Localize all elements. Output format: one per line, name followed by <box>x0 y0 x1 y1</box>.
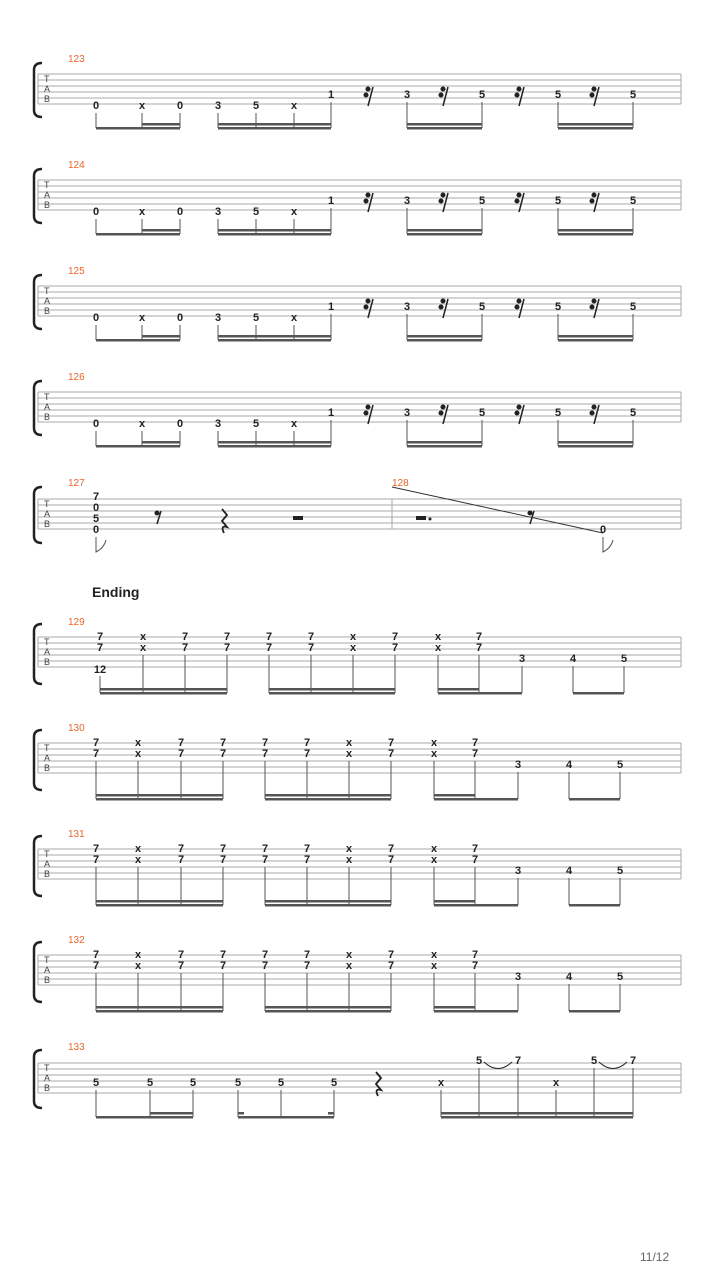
tab-letter-b: B <box>44 200 51 210</box>
fret-number: x <box>437 1077 445 1089</box>
fret-number: 3 <box>514 759 522 771</box>
fret-number: x <box>349 631 357 643</box>
fret-number: 5 <box>629 301 637 313</box>
tab-letter-b: B <box>44 975 51 985</box>
fret-number: 7 <box>387 960 395 972</box>
fret-number: x <box>430 737 438 749</box>
fret-number: x <box>139 631 147 643</box>
fret-number: 1 <box>327 301 335 313</box>
fret-number: 7 <box>223 631 231 643</box>
fret-number: 7 <box>92 854 100 866</box>
fret-number: 5 <box>92 1077 100 1089</box>
fret-number: 5 <box>277 1077 285 1089</box>
fret-number: 7 <box>219 737 227 749</box>
fret-number: 7 <box>265 642 273 654</box>
fret-number: 5 <box>620 653 628 665</box>
fret-number: 7 <box>92 960 100 972</box>
fret-number: 3 <box>514 865 522 877</box>
fret-number: 5 <box>616 865 624 877</box>
fret-number: x <box>345 949 353 961</box>
fret-number: 1 <box>327 407 335 419</box>
fret-number: x <box>134 854 142 866</box>
fret-number: 7 <box>391 631 399 643</box>
measure-number: 127 <box>68 478 85 489</box>
fret-number: 7 <box>96 642 104 654</box>
fret-number: x <box>552 1077 560 1089</box>
tab-letter-a: A <box>44 965 51 975</box>
fret-number: 3 <box>214 100 222 112</box>
fret-number: 7 <box>261 854 269 866</box>
fret-number: 7 <box>387 854 395 866</box>
fret-number: 0 <box>176 206 184 218</box>
measure-number: 126 <box>68 372 85 383</box>
measure-number: 130 <box>68 723 85 734</box>
fret-number: 0 <box>92 206 100 218</box>
fret-number: 7 <box>629 1055 637 1067</box>
fret-number: x <box>134 748 142 760</box>
fret-number: x <box>430 854 438 866</box>
fret-number: 7 <box>177 843 185 855</box>
chord-column <box>93 843 623 877</box>
fret-number: 0 <box>176 100 184 112</box>
fret-number: x <box>430 960 438 972</box>
fret-number: 7 <box>177 854 185 866</box>
fret-number: 7 <box>303 843 311 855</box>
tab-letter-b: B <box>44 763 51 773</box>
fret-number: 3 <box>403 301 411 313</box>
fret-number: 5 <box>252 418 260 430</box>
tab-letter-b: B <box>44 306 51 316</box>
fret-number: 7 <box>387 748 395 760</box>
tab-letter-t: T <box>44 74 50 84</box>
tab-letter-a: A <box>44 84 51 94</box>
system-129 <box>34 617 681 695</box>
fret-number: 7 <box>387 843 395 855</box>
fret-number: x <box>290 206 298 218</box>
fret-number: 0 <box>176 312 184 324</box>
fret-number: 3 <box>403 89 411 101</box>
fret-number: x <box>134 843 142 855</box>
tab-letter-b: B <box>44 412 51 422</box>
measure-number: 131 <box>68 829 85 840</box>
fret-number: x <box>430 843 438 855</box>
measure-number: 132 <box>68 935 85 946</box>
fret-number: 7 <box>471 737 479 749</box>
fret-number: 5 <box>252 100 260 112</box>
fret-number: 5 <box>554 407 562 419</box>
fret-number: 5 <box>629 407 637 419</box>
tab-letter-a: A <box>44 753 51 763</box>
fret-number: x <box>434 631 442 643</box>
system-124 <box>34 160 681 236</box>
fret-number: 12 <box>93 664 107 676</box>
fret-number: 7 <box>96 631 104 643</box>
tab-letter-a: A <box>44 1073 51 1083</box>
fret-number: 0 <box>92 100 100 112</box>
fret-number: x <box>345 737 353 749</box>
fret-number: 7 <box>387 949 395 961</box>
fret-number: x <box>139 642 147 654</box>
fret-number: 3 <box>403 407 411 419</box>
fret-number: x <box>345 854 353 866</box>
tab-letter-b: B <box>44 869 51 879</box>
fret-number: 0 <box>599 524 607 536</box>
fret-number: 7 <box>261 748 269 760</box>
measure-number: 128 <box>392 478 409 489</box>
fret-number: 7 <box>219 960 227 972</box>
fret-number: 0 <box>92 312 100 324</box>
fret-number: 3 <box>214 312 222 324</box>
fret-number: 7 <box>177 949 185 961</box>
fret-number: 7 <box>391 642 399 654</box>
fret-number: x <box>134 949 142 961</box>
fret-number: 4 <box>565 865 573 877</box>
fret-number: x <box>430 748 438 760</box>
tab-letter-t: T <box>44 637 50 647</box>
fret-number: 7 <box>471 854 479 866</box>
dotted-half-rest-icon <box>416 516 426 520</box>
fret-number: x <box>290 100 298 112</box>
fret-number: 7 <box>219 843 227 855</box>
measure-number: 129 <box>68 617 85 628</box>
fret-number: 4 <box>569 653 577 665</box>
system-126 <box>34 372 681 448</box>
quarter-rest-icon <box>376 1072 381 1096</box>
fret-number: 7 <box>219 854 227 866</box>
system-132 <box>34 935 681 1013</box>
system-133 <box>34 1042 681 1119</box>
measure-number: 124 <box>68 160 85 171</box>
fret-number: 7 <box>475 631 483 643</box>
fret-number: 5 <box>629 195 637 207</box>
fret-number: 7 <box>471 748 479 760</box>
slide-line <box>392 487 603 533</box>
section-title: Ending <box>92 584 140 600</box>
fret-number: 7 <box>303 949 311 961</box>
tab-letter-a: A <box>44 190 51 200</box>
rest-dot <box>429 518 432 521</box>
tab-letter-a: A <box>44 296 51 306</box>
fret-number: 5 <box>478 407 486 419</box>
fret-number: 7 <box>307 631 315 643</box>
fret-number: 5 <box>616 971 624 983</box>
tab-letter-t: T <box>44 499 50 509</box>
fret-number: 5 <box>554 301 562 313</box>
fret-number: 7 <box>219 748 227 760</box>
fret-number: 7 <box>92 843 100 855</box>
tab-letter-t: T <box>44 1063 50 1073</box>
fret-number: 5 <box>330 1077 338 1089</box>
fret-number: 7 <box>261 960 269 972</box>
fret-number: 5 <box>629 89 637 101</box>
fret-number: x <box>138 100 146 112</box>
fret-number: 7 <box>92 491 100 503</box>
fret-number: 7 <box>303 960 311 972</box>
fret-number: 5 <box>252 312 260 324</box>
fret-number: 7 <box>223 642 231 654</box>
fret-number: 0 <box>176 418 184 430</box>
fret-number: 5 <box>475 1055 483 1067</box>
fret-number: 5 <box>92 513 100 525</box>
fret-number: 7 <box>181 642 189 654</box>
fret-number: 3 <box>518 653 526 665</box>
fret-number: 5 <box>554 195 562 207</box>
fret-number: 3 <box>514 971 522 983</box>
fret-number: 1 <box>327 195 335 207</box>
fret-number: 7 <box>261 949 269 961</box>
tab-letter-t: T <box>44 286 50 296</box>
fret-number: 7 <box>471 960 479 972</box>
fret-number: 7 <box>219 949 227 961</box>
tab-letter-a: A <box>44 647 51 657</box>
fret-number: 0 <box>92 502 100 514</box>
chord-column <box>93 949 623 983</box>
tab-letter-t: T <box>44 180 50 190</box>
fret-number: x <box>134 960 142 972</box>
fret-number: 5 <box>616 759 624 771</box>
fret-number: 7 <box>92 748 100 760</box>
fret-number: 5 <box>478 89 486 101</box>
fret-number: x <box>430 949 438 961</box>
fret-number: 0 <box>92 524 100 536</box>
fret-number: 1 <box>327 89 335 101</box>
fret-number: 7 <box>307 642 315 654</box>
fret-number: 7 <box>387 737 395 749</box>
tab-letter-b: B <box>44 94 51 104</box>
page-number: 11/12 <box>640 1250 670 1264</box>
fret-number: x <box>434 642 442 654</box>
tab-letter-b: B <box>44 657 51 667</box>
fret-number: x <box>345 748 353 760</box>
fret-number: 5 <box>478 301 486 313</box>
fret-number: x <box>290 418 298 430</box>
fret-number: 0 <box>92 418 100 430</box>
tab-letter-b: B <box>44 519 51 529</box>
fret-number: x <box>138 418 146 430</box>
tab-letter-a: A <box>44 509 51 519</box>
half-rest-icon <box>293 516 303 520</box>
tab-letter-a: A <box>44 402 51 412</box>
fret-number: 7 <box>181 631 189 643</box>
fret-number: x <box>138 206 146 218</box>
fret-number: x <box>290 312 298 324</box>
fret-number: 7 <box>471 843 479 855</box>
fret-number: 7 <box>261 843 269 855</box>
fret-number: 3 <box>214 418 222 430</box>
tab-letter-b: B <box>44 1083 51 1093</box>
system-125 <box>34 266 681 342</box>
fret-number: 7 <box>471 949 479 961</box>
fret-number: x <box>134 737 142 749</box>
fret-number: 7 <box>303 748 311 760</box>
chord-column <box>93 737 623 771</box>
system-130 <box>34 723 681 801</box>
fret-number: 4 <box>565 759 573 771</box>
fret-number: x <box>345 960 353 972</box>
fret-number: 7 <box>261 737 269 749</box>
fret-number: 7 <box>475 642 483 654</box>
system-131 <box>34 829 681 907</box>
tab-letter-t: T <box>44 955 50 965</box>
fret-number: x <box>349 642 357 654</box>
fret-number: x <box>138 312 146 324</box>
system-127-128 <box>34 478 681 552</box>
fret-number: 7 <box>177 960 185 972</box>
fret-number: 3 <box>403 195 411 207</box>
note-flag <box>603 537 613 552</box>
tab-letter-t: T <box>44 849 50 859</box>
fret-number: 5 <box>590 1055 598 1067</box>
fret-number: 5 <box>234 1077 242 1089</box>
fret-number: 4 <box>565 971 573 983</box>
fret-number: 5 <box>252 206 260 218</box>
fret-number: 5 <box>189 1077 197 1089</box>
chord-column <box>94 631 627 676</box>
fret-number: 7 <box>177 737 185 749</box>
measure-number: 125 <box>68 266 85 277</box>
fret-number: 7 <box>514 1055 522 1067</box>
fret-number: 7 <box>92 949 100 961</box>
note-flag <box>96 537 106 552</box>
fret-number: 7 <box>177 748 185 760</box>
fret-number: 5 <box>478 195 486 207</box>
measure-number: 123 <box>68 54 85 65</box>
tab-letter-a: A <box>44 859 51 869</box>
tab-letter-t: T <box>44 743 50 753</box>
fret-number: 5 <box>146 1077 154 1089</box>
fret-number: 7 <box>265 631 273 643</box>
system-123 <box>34 54 681 130</box>
tab-letter-t: T <box>44 392 50 402</box>
fret-number: 7 <box>303 737 311 749</box>
measure-number: 133 <box>68 1042 85 1053</box>
fret-number: 5 <box>554 89 562 101</box>
fret-number: 7 <box>303 854 311 866</box>
fret-number: 3 <box>214 206 222 218</box>
fret-number: x <box>345 843 353 855</box>
fret-number: 7 <box>92 737 100 749</box>
